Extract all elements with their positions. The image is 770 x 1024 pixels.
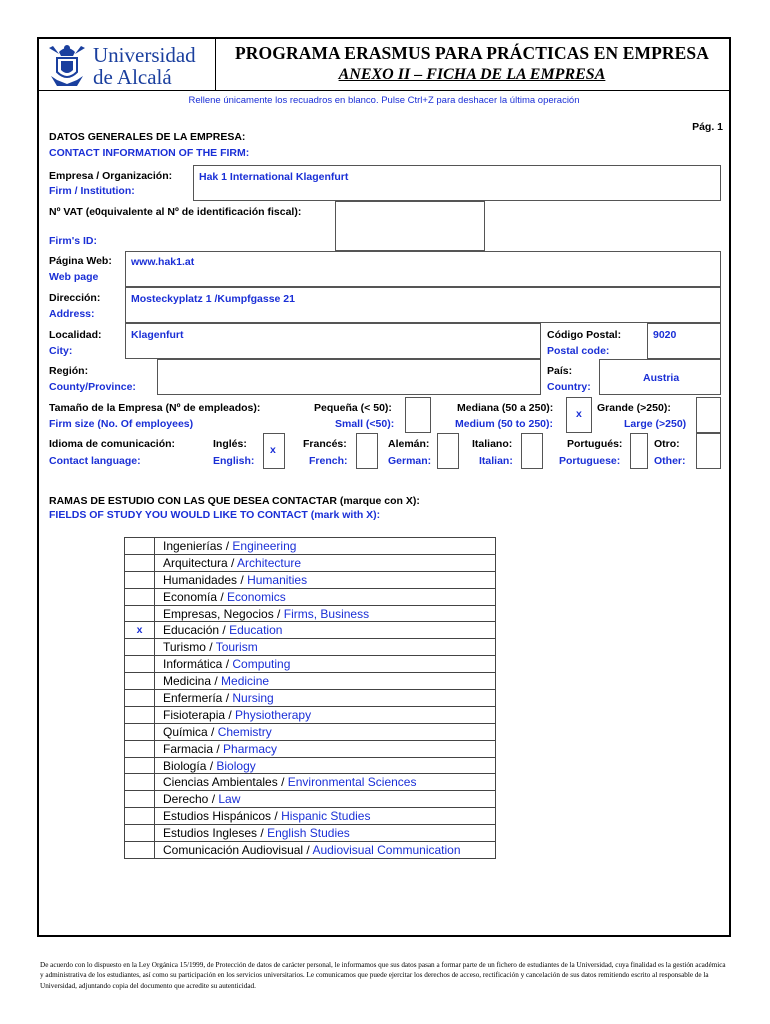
study-field-name-en: Economics	[227, 589, 286, 604]
study-field-row	[125, 757, 496, 774]
study-field-checkbox[interactable]	[125, 673, 155, 690]
study-field-row	[125, 554, 496, 571]
study-field-separator: /	[227, 555, 238, 570]
lang-italian-label-en: Italian:	[479, 455, 513, 467]
study-field-separator: /	[219, 623, 230, 638]
region-field[interactable]	[157, 359, 541, 395]
study-field-row	[125, 706, 496, 723]
study-field-label	[155, 554, 496, 571]
study-field-checkbox[interactable]	[125, 825, 155, 842]
study-field-label	[155, 673, 496, 690]
study-field-name-en: Education	[229, 623, 283, 638]
country-value: Austria	[643, 372, 680, 384]
city-value: Klagenfurt	[131, 329, 184, 341]
size-large-label: Grande (>250):	[597, 402, 671, 414]
study-field-name-en: Audiovisual Communication	[312, 842, 461, 857]
study-field-label	[155, 791, 496, 808]
study-field-name-en: Law	[218, 792, 241, 807]
study-field-separator: /	[303, 842, 313, 857]
study-field-name-en: Chemistry	[217, 724, 272, 739]
study-field-separator: /	[222, 657, 233, 672]
general-heading-en: CONTACT INFORMATION OF THE FIRM:	[49, 147, 250, 159]
study-field-name-es: Ciencias Ambientales	[163, 775, 278, 790]
lang-portuguese-label-en: Portuguese:	[559, 455, 621, 467]
study-field-separator: /	[205, 640, 216, 655]
study-field-name-es: Estudios Hispánicos	[163, 809, 272, 824]
lang-other-label: Otro:	[654, 438, 680, 450]
study-field-name-en: English Studies	[267, 826, 350, 841]
postal-label: Código Postal:	[547, 329, 622, 341]
page-subtitle: ANEXO II – FICHA DE LA EMPRESA	[338, 66, 606, 83]
size-medium-label-en: Medium (50 to 250):	[455, 418, 554, 430]
lang-other-field[interactable]	[696, 433, 721, 469]
study-field-separator: /	[277, 775, 288, 790]
lang-portuguese-label: Portugués:	[567, 438, 623, 450]
study-field-name-en: Firms, Business	[283, 606, 370, 621]
university-logo	[43, 41, 213, 89]
study-field-separator: /	[273, 606, 284, 621]
lang-label: Idioma de comunicación:	[49, 438, 176, 450]
study-field-checkbox[interactable]	[125, 740, 155, 757]
study-field-row	[125, 571, 496, 588]
study-field-name-en: Engineering	[232, 538, 297, 553]
study-field-checkbox[interactable]	[125, 791, 155, 808]
study-field-name-es: Estudios Ingleses	[163, 826, 258, 841]
web-field[interactable]	[125, 251, 721, 287]
page-title: PROGRAMA ERASMUS PARA PRÁCTICAS EN EMPRESA	[235, 43, 709, 63]
size-small-label-en: Small (<50):	[335, 418, 395, 430]
study-field-separator: /	[211, 674, 222, 689]
web-label-en: Web page	[49, 271, 99, 283]
lang-french-label-en: French:	[309, 455, 348, 467]
size-large-label-en: Large (>250)	[624, 418, 687, 430]
study-field-checkbox[interactable]	[125, 774, 155, 791]
size-label: Tamaño de la Empresa (Nº de empleados):	[49, 402, 261, 414]
study-field-name-en: Computing	[232, 657, 291, 672]
city-field[interactable]	[125, 323, 541, 359]
study-field-row	[125, 622, 496, 639]
university-name-line2: de Alcalá	[93, 65, 172, 89]
study-field-checkbox[interactable]	[125, 808, 155, 825]
study-field-name-es: Educación	[163, 623, 220, 638]
study-field-separator: /	[222, 690, 233, 705]
size-medium-mark: x	[576, 408, 582, 420]
study-field-row	[125, 656, 496, 673]
region-label-en: County/Province:	[49, 381, 136, 393]
lang-french-checkbox[interactable]	[356, 433, 378, 469]
study-field-name-es: Biología	[163, 758, 207, 773]
size-large-checkbox[interactable]	[696, 397, 721, 433]
study-field-name-en: Humanities	[247, 572, 308, 587]
lang-label-en: Contact language:	[49, 455, 141, 467]
study-field-row	[125, 825, 496, 842]
web-value: www.hak1.at	[131, 256, 195, 268]
study-field-checkbox[interactable]	[125, 639, 155, 656]
study-field-name-es: Fisioterapia	[163, 707, 226, 722]
study-field-checkbox[interactable]	[125, 757, 155, 774]
study-field-name-en: Nursing	[232, 690, 274, 705]
study-field-name-en: Architecture	[237, 555, 302, 570]
study-field-separator: /	[237, 572, 248, 587]
city-label-en: City:	[49, 345, 73, 357]
study-field-label	[155, 723, 496, 740]
study-field-label	[155, 706, 496, 723]
study-field-name-en: Medicine	[221, 674, 270, 689]
study-field-label	[155, 571, 496, 588]
study-field-checkbox[interactable]	[125, 706, 155, 723]
study-field-separator: /	[225, 707, 236, 722]
company-label-en: Firm / Institution:	[49, 185, 135, 197]
study-field-row	[125, 538, 496, 555]
study-field-name-es: Química	[163, 724, 208, 739]
study-field-separator: /	[271, 809, 282, 824]
study-field-row	[125, 639, 496, 656]
address-label: Dirección:	[49, 292, 101, 304]
study-field-checkbox[interactable]: x	[125, 622, 155, 639]
study-field-separator: /	[217, 589, 228, 604]
study-field-name-es: Empresas, Negocios	[163, 606, 274, 621]
address-value: Mosteckyplatz 1 /Kumpfgasse 21	[131, 293, 295, 305]
study-field-separator: /	[207, 724, 218, 739]
header-divider	[39, 90, 729, 91]
study-field-name-es: Derecho	[163, 792, 209, 807]
address-field[interactable]	[125, 287, 721, 323]
study-field-checkbox[interactable]	[125, 538, 155, 555]
study-field-name-es: Ingenierías	[163, 538, 223, 553]
postal-value: 9020	[653, 329, 677, 341]
size-label-en: Firm size (No. Of employees)	[49, 418, 194, 430]
study-field-row	[125, 842, 496, 859]
study-field-checkbox[interactable]	[125, 554, 155, 571]
study-field-checkbox[interactable]	[125, 571, 155, 588]
study-field-label	[155, 842, 496, 859]
study-field-name-en: Hispanic Studies	[281, 809, 371, 824]
address-label-en: Address:	[49, 308, 95, 320]
study-field-name-es: Medicina	[163, 674, 212, 689]
lang-german-checkbox[interactable]	[437, 433, 459, 469]
study-heading-es: RAMAS DE ESTUDIO CON LAS QUE DESEA CONTACTAR (marque con X):	[49, 495, 420, 507]
study-field-name-es: Humanidades	[163, 572, 238, 587]
general-heading-es: DATOS GENERALES DE LA EMPRESA:	[49, 131, 246, 143]
study-field-label	[155, 825, 496, 842]
study-field-checkbox[interactable]	[125, 605, 155, 622]
study-field-name-en: Environmental Sciences	[287, 775, 417, 790]
size-small-label: Pequeña (< 50):	[314, 402, 392, 414]
lang-english-label-en: English:	[213, 455, 255, 467]
lang-portuguese-checkbox[interactable]	[630, 433, 648, 469]
study-field-name-es: Economía	[163, 589, 218, 604]
company-label: Empresa / Organización:	[49, 170, 173, 182]
study-field-name-es: Comunicación Audiovisual	[163, 842, 304, 857]
study-field-label	[155, 538, 496, 555]
lang-italian-label: Italiano:	[472, 438, 513, 450]
country-label: País:	[547, 365, 573, 377]
company-value: Hak 1 International Klagenfurt	[199, 171, 349, 183]
study-field-label	[155, 656, 496, 673]
vat-field[interactable]	[335, 201, 485, 251]
vat-label-en: Firm's ID:	[49, 235, 98, 247]
study-field-label	[155, 740, 496, 757]
vat-label: Nº VAT (e0quivalente al Nº de identificación fiscal):	[49, 206, 302, 218]
postal-field[interactable]	[647, 323, 721, 359]
study-field-checkbox[interactable]	[125, 842, 155, 859]
study-field-row	[125, 808, 496, 825]
study-field-label	[155, 605, 496, 622]
size-small-checkbox[interactable]	[405, 397, 431, 433]
country-field[interactable]	[599, 359, 721, 395]
study-field-row	[125, 690, 496, 707]
study-field-separator: /	[213, 741, 224, 756]
study-field-row	[125, 774, 496, 791]
study-field-row	[125, 605, 496, 622]
form-page	[37, 37, 731, 937]
page-number: Pág. 1	[692, 121, 723, 133]
study-field-separator: /	[206, 758, 217, 773]
study-field-checkbox[interactable]	[125, 656, 155, 673]
study-field-row	[125, 723, 496, 740]
study-field-name-en: Biology	[216, 758, 256, 773]
web-label: Página Web:	[49, 255, 112, 267]
size-medium-label: Mediana (50 a 250):	[457, 402, 554, 414]
study-field-label	[155, 774, 496, 791]
study-field-name-en: Tourism	[215, 640, 258, 655]
study-field-label	[155, 622, 496, 639]
lang-other-label-en: Other:	[654, 455, 686, 467]
study-field-row	[125, 740, 496, 757]
study-field-name-es: Informática	[163, 657, 223, 672]
study-field-row	[125, 588, 496, 605]
study-field-label	[155, 757, 496, 774]
study-field-label	[155, 588, 496, 605]
lang-french-label: Francés:	[303, 438, 347, 450]
lang-english-checkbox[interactable]	[263, 433, 285, 469]
study-field-separator: /	[222, 538, 233, 553]
study-field-row	[125, 673, 496, 690]
lang-english-label: Inglés:	[213, 438, 247, 450]
university-name-line1: Universidad	[93, 43, 196, 67]
study-field-name-es: Farmacia	[163, 741, 214, 756]
study-fields-table	[124, 537, 496, 859]
study-field-label	[155, 639, 496, 656]
study-field-name-es: Arquitectura	[163, 555, 228, 570]
lang-english-mark: x	[270, 444, 276, 456]
study-field-separator: /	[208, 792, 219, 807]
study-field-checkbox[interactable]	[125, 588, 155, 605]
study-field-name-es: Turismo	[163, 640, 206, 655]
company-field[interactable]	[193, 165, 721, 201]
study-field-row	[125, 791, 496, 808]
study-field-label	[155, 690, 496, 707]
postal-label-en: Postal code:	[547, 345, 610, 357]
instructions-text: Rellene únicamente los recuadros en blanco. Pulse Ctrl+Z para deshacer la última operación	[188, 95, 580, 106]
city-label: Localidad:	[49, 329, 102, 341]
lang-german-label-en: German:	[388, 455, 432, 467]
study-field-name-en: Physiotherapy	[235, 707, 312, 722]
privacy-footer: De acuerdo con lo dispuesto en la Ley Orgánica 15/1999, de Protección de datos de carácter personal, le informamos que sus datos pasan a formar parte de un fichero de estudiantes de la Universidad, cuya finalidad es la gestión académica y administrativa de los estudiantes, así como su participación en los servicios universitarios. Le comunicamos que puede ejercitar los derechos de acceso, rectificación y cancelación de sus datos remitiendo escrito al responsable de la Universidad, adjuntando copia del documento que acredite su autenticidad.	[40, 961, 726, 990]
study-field-checkbox[interactable]	[125, 690, 155, 707]
study-heading-en: FIELDS OF STUDY YOU WOULD LIKE TO CONTACT (mark with X):	[49, 509, 381, 521]
study-field-separator: /	[257, 826, 268, 841]
study-field-label	[155, 808, 496, 825]
lang-german-label: Alemán:	[388, 438, 430, 450]
country-label-en: Country:	[547, 381, 591, 393]
study-field-checkbox[interactable]	[125, 723, 155, 740]
lang-italian-checkbox[interactable]	[521, 433, 543, 469]
region-label: Región:	[49, 365, 89, 377]
university-crest-icon	[45, 42, 89, 88]
study-field-name-en: Pharmacy	[223, 741, 278, 756]
study-field-name-es: Enfermería	[163, 690, 223, 705]
size-medium-checkbox[interactable]	[566, 397, 592, 433]
